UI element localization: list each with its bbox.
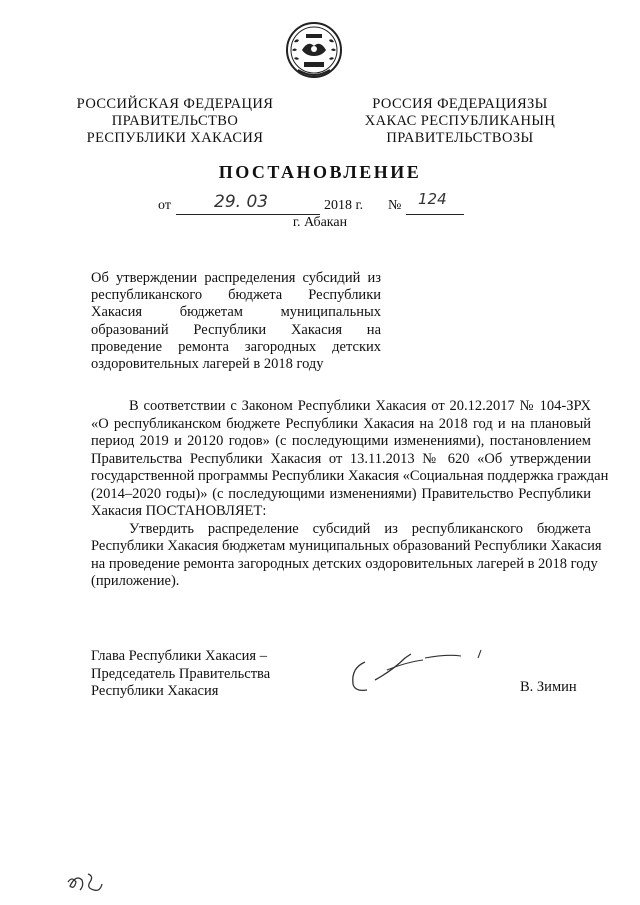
body-text (91, 398, 609, 591)
handwritten-signature-icon (335, 640, 495, 700)
date-year: 2018 г. (324, 198, 364, 213)
header-left-line: РОССИЙСКАЯ ФЕДЕРАЦИЯ (76, 96, 274, 112)
city: г. Абакан (292, 215, 348, 230)
subject-line: проведение ремонта загородных детских (91, 338, 381, 355)
body-line: (2014–2020 годы)» (с последующими изменениями) Правительство Республики (91, 485, 591, 502)
handwritten-mark-icon (62, 868, 112, 898)
header-left-line: РЕСПУБЛИКИ ХАКАСИЯ (86, 130, 264, 146)
header-right-line: ХАКАС РЕСПУБЛИКАНЫҢ (364, 113, 556, 129)
header-left (70, 96, 280, 147)
subject-line: Об утверждении распределения субсидий из (91, 270, 381, 286)
header-right (350, 96, 570, 147)
body-line: Правительства Республики Хакасия от 13.11.2013 № 620 «Об утверждении (91, 450, 591, 467)
signatory-title-line: Глава Республики Хакасия – (91, 648, 267, 664)
subject-line: Хакасия бюджетам муниципальных (91, 304, 381, 321)
body-line: (приложение). (91, 573, 180, 589)
body-line: «О республиканском бюджете Республики Хакасия на 2018 год и на плановый (91, 415, 591, 432)
header-left-line: ПРАВИТЕЛЬСТВО (111, 113, 239, 129)
subject-line: оздоровительных лагерей в 2018 году (91, 356, 324, 373)
body-line: государственной программы Республики Хакасия «Социальная поддержка граждан (91, 468, 609, 484)
number-sign: № (388, 198, 402, 213)
body-line: В соответствии с Законом Республики Хакасия от 20.12.2017 № 104-ЗРХ (129, 398, 591, 414)
body-line: Республики Хакасия бюджетам муниципальных образований Республики Хакасия (91, 538, 602, 554)
number-handwritten: 124 (418, 190, 447, 208)
body-line: период 2019 и 20120 годов» (с последующими изменениями), постановлением (91, 433, 591, 449)
document-title: ПОСТАНОВЛЕНИЕ (218, 162, 422, 182)
subject-line: республиканского бюджета Республики (91, 287, 381, 304)
body-line: на проведение ремонта загородных детских оздоровительных лагерей в 2018 году (91, 555, 598, 572)
body-line: Хакасия ПОСТАНОВЛЯЕТ: (91, 503, 267, 519)
signatory-title (91, 648, 270, 701)
header-right-line: РОССИЯ ФЕДЕРАЦИЯЗЫ (372, 96, 548, 112)
coat-of-arms-icon (284, 20, 344, 82)
signatory-title-line: Председатель Правительства (91, 665, 271, 682)
subject-block (91, 270, 381, 373)
header-right-line: ПРАВИТЕЛЬСТВОЗЫ (386, 130, 534, 146)
subject-line: образований Республики Хакасия на (91, 321, 381, 338)
date-prefix: от (158, 198, 171, 213)
date-handwritten: 29. 03 (214, 192, 269, 212)
body-line: Утвердить распределение субсидий из республиканского бюджета (129, 520, 591, 537)
signatory-name: В. Зимин (520, 679, 577, 695)
signatory-title-line: Республики Хакасия (91, 683, 219, 699)
